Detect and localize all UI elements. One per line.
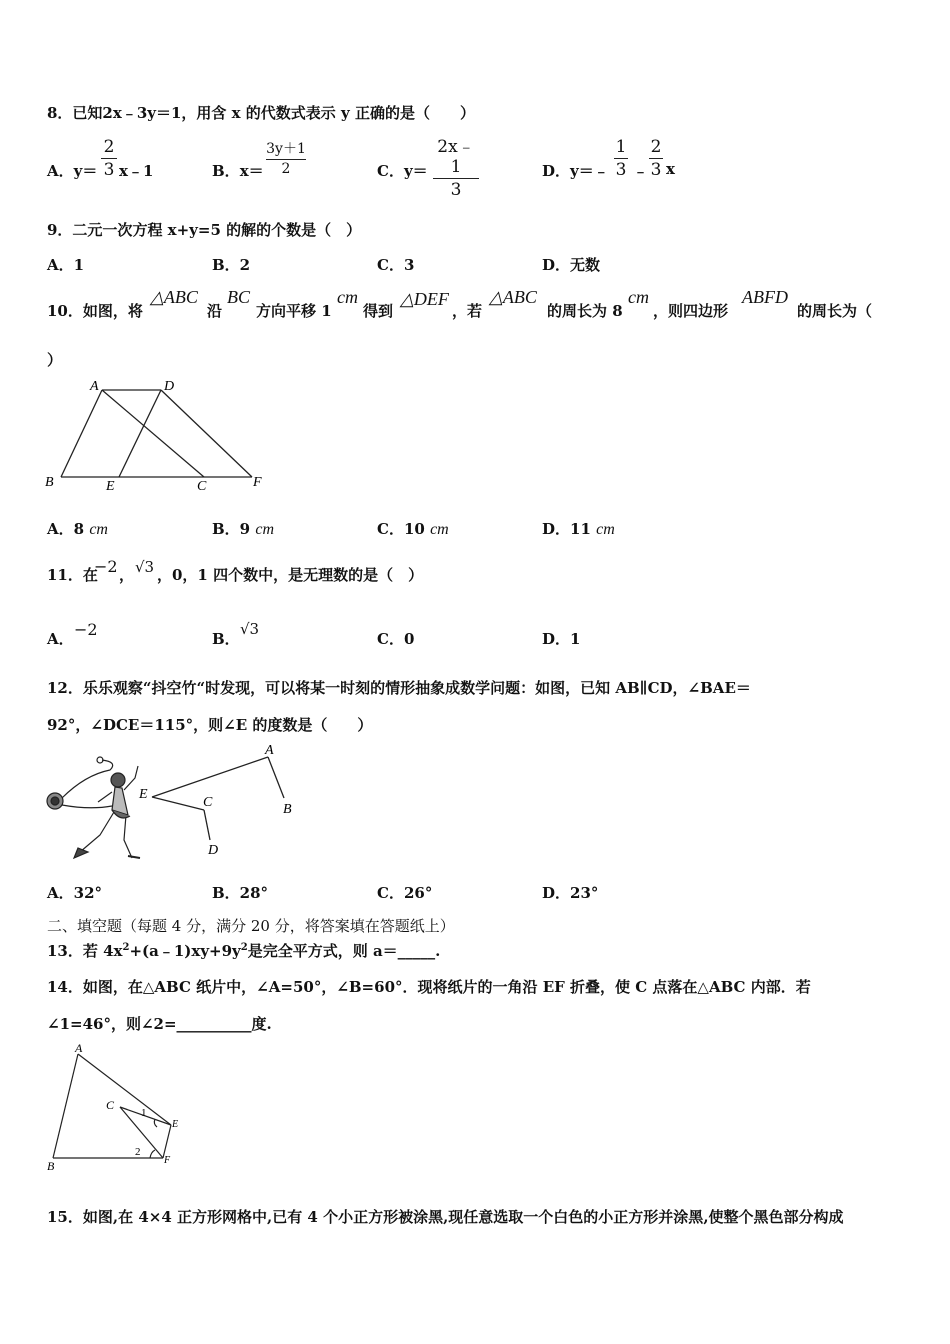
q10-line-ac — [102, 390, 204, 477]
q10-option-c — [377, 518, 449, 539]
q10-b-label: B．9 — [212, 520, 251, 538]
q9-option-c: C．3 — [377, 256, 415, 274]
q8-d-num2: 2 — [650, 137, 662, 157]
q12-line-ec — [152, 797, 204, 810]
q12-label-c: C — [203, 795, 213, 810]
q8-d-fraction-2 — [649, 137, 663, 180]
q13-part-2: +(a﹣1)xy+9y — [129, 942, 241, 960]
q10-d-unit: cm — [596, 521, 615, 538]
q10-label-c: C — [197, 479, 207, 494]
q10-unit-cm-1: cm — [337, 287, 358, 307]
q8-d-num1: 1 — [615, 137, 627, 157]
q8-option-a — [47, 160, 97, 181]
q12-figure — [40, 740, 310, 865]
diabolo-player-illustration — [47, 757, 140, 858]
q12-line-ab — [268, 757, 284, 798]
q10-label-a: A — [90, 379, 99, 394]
q10-triangle-def: △DEF — [400, 289, 449, 309]
q8-b-label: B． — [212, 162, 240, 180]
q11-option-d: D．1 — [542, 630, 581, 648]
q8-stem: 8．已知2x﹣3y＝1，用含 x 的代数式表示 y 正确的是（ ） — [47, 104, 475, 122]
q8-d-pre: y＝﹣ — [570, 162, 609, 180]
q14-line-ae — [78, 1054, 171, 1125]
q10-a-label: A．8 — [47, 520, 85, 538]
q12-line-ea — [152, 757, 268, 797]
q14-label-a: A — [75, 1041, 83, 1055]
q8-d-fraction-1 — [614, 137, 628, 180]
q10-label-e: E — [106, 479, 115, 494]
q8-d-den1: 3 — [615, 160, 627, 180]
q10-quad-abfd: ABFD — [742, 287, 788, 307]
q8-option-b — [212, 160, 264, 181]
q10-line-df — [161, 390, 252, 477]
q10-line-ab — [61, 390, 102, 477]
q13-exp-1: 2 — [122, 942, 130, 953]
q8-c-den: 3 — [450, 180, 462, 200]
q13-exp-2: 2 — [240, 942, 248, 953]
q8-c-pre: y＝ — [403, 162, 428, 180]
q9-stem: 9．二元一次方程 x+y=5 的解的个数是（ ） — [47, 221, 362, 239]
q12-label-a: A — [265, 743, 274, 758]
q14-label-2: 2 — [135, 1146, 141, 1158]
q10-option-b — [212, 518, 274, 539]
q14-label-f: F — [164, 1155, 171, 1166]
q12-line-2: 92°，∠DCE＝115°，则∠E 的度数是（ ） — [47, 716, 373, 734]
q10-b-unit: cm — [255, 521, 275, 538]
q8-c-label: C． — [377, 162, 404, 180]
q10-figure — [40, 375, 270, 500]
q10-close-paren: ） — [47, 351, 63, 369]
q11-neg-two: −2 — [94, 557, 118, 576]
q10-line-de — [119, 390, 161, 477]
q9-option-d: D．无数 — [542, 256, 601, 274]
q14-label-e: E — [172, 1119, 179, 1130]
q10-label-f: F — [253, 475, 262, 490]
q12-label-e: E — [139, 787, 148, 802]
q8-c-num: 2x﹣1 — [437, 137, 475, 177]
q8-option-c — [377, 160, 428, 181]
q11-option-c: C．0 — [377, 630, 415, 648]
q12-line-1: 12．乐乐观察“抖空竹“时发现，可以将某一时刻的情形抽象成数学问题：如图，已知 AB∥CD，∠BAE＝ — [47, 679, 751, 697]
q8-a-den: 3 — [103, 160, 115, 180]
q10-a-unit: cm — [89, 521, 108, 538]
q8-d-den2: 3 — [650, 160, 662, 180]
q14-figure — [40, 1040, 190, 1175]
q14-label-c: C — [106, 1098, 115, 1112]
q10-text-2: 沿 — [207, 302, 223, 320]
q8-a-num: 2 — [103, 137, 115, 157]
q11-sqrt-three: √3 — [135, 558, 155, 576]
q8-b-num: 3y＋1 — [266, 141, 306, 157]
q10-c-label: C．10 — [377, 520, 425, 538]
q11-comma: ， — [119, 566, 135, 584]
q14-line-2: ∠1=46°，则∠2=__________度. — [47, 1015, 272, 1033]
q12-option-a: A．32° — [47, 884, 103, 902]
q11-option-a: A． — [47, 630, 74, 648]
q8-b-den: 2 — [281, 161, 291, 177]
q10-text-3: 方向平移 1 — [256, 302, 332, 320]
q8-d-post: x — [666, 160, 675, 178]
q15-line-1: 15．如图,在 4×4 正方形网格中,已有 4 个小正方形被涂黑,现任意选取一个白色的小正方形并涂黑,使整个黑色部分构成 — [47, 1208, 844, 1226]
q14-line-ef — [163, 1125, 171, 1158]
q11-option-b: B． — [212, 630, 240, 648]
q11-b-value: √3 — [240, 620, 260, 638]
q10-c-unit: cm — [430, 521, 449, 538]
q14-line-ab — [53, 1054, 78, 1158]
q12-option-b: B．28° — [212, 884, 269, 902]
q9-option-a: A．1 — [47, 256, 85, 274]
q14-label-1: 1 — [141, 1107, 147, 1119]
q9-option-b: B．2 — [212, 256, 251, 274]
section-2-heading: 二、填空题（每题 4 分，满分 20 分，将答案填在答题纸上） — [47, 917, 455, 935]
q14-line-1: 14．如图，在△ABC 纸片中，∠A=50°，∠B=60°．现将纸片的一角沿 EF 折叠，使 C 点落在△ABC 内部．若 — [47, 978, 811, 996]
q10-text-1: 10．如图，将 — [47, 302, 143, 320]
q12-line-cd — [204, 810, 210, 840]
q8-a-fraction — [101, 137, 117, 180]
q8-option-d — [542, 160, 609, 181]
q11-text-1: 11．在 — [47, 566, 98, 584]
q12-label-b: B — [283, 802, 292, 817]
q10-option-d — [542, 518, 615, 539]
q10-d-label: D．11 — [542, 520, 591, 538]
q8-a-post: x﹣1 — [119, 162, 154, 180]
q10-segment-bc: BC — [227, 287, 251, 307]
q8-c-fraction — [433, 137, 479, 200]
q11-text-2: ，0，1 四个数中，是无理数的是（ ） — [157, 566, 424, 584]
q10-text-7: ，则四边形 — [653, 302, 729, 320]
q10-text-8: 的周长为（ — [797, 302, 873, 320]
q10-label-b: B — [45, 475, 54, 490]
q12-option-d: D．23° — [542, 884, 599, 902]
q8-b-fraction — [266, 141, 306, 178]
q10-text-4: 得到 — [363, 302, 394, 320]
q11-a-value: −2 — [74, 620, 98, 639]
q8-d-mid: ﹣ — [633, 162, 649, 180]
q8-a-pre: y＝ — [73, 162, 98, 180]
q14-label-b: B — [47, 1159, 55, 1173]
q8-d-label: D． — [542, 162, 571, 180]
q10-option-a — [47, 518, 108, 539]
q13-part-3: 是完全平方式，则 a＝_____. — [247, 942, 441, 960]
q8-b-pre: x＝ — [239, 162, 264, 180]
q8-a-label: A． — [47, 162, 74, 180]
q13-part-1: 13．若 4x — [47, 942, 123, 960]
q10-unit-cm-2: cm — [628, 287, 649, 307]
q10-text-5: ，若 — [452, 302, 483, 320]
q10-label-d: D — [164, 379, 175, 394]
q10-triangle-abc: △ABC — [150, 287, 198, 307]
q13-stem — [47, 940, 440, 961]
q10-text-6: 的周长为 8 — [547, 302, 623, 320]
q12-label-d: D — [208, 843, 219, 858]
q10-triangle-abc-2: △ABC — [489, 287, 537, 307]
q12-option-c: C．26° — [377, 884, 433, 902]
